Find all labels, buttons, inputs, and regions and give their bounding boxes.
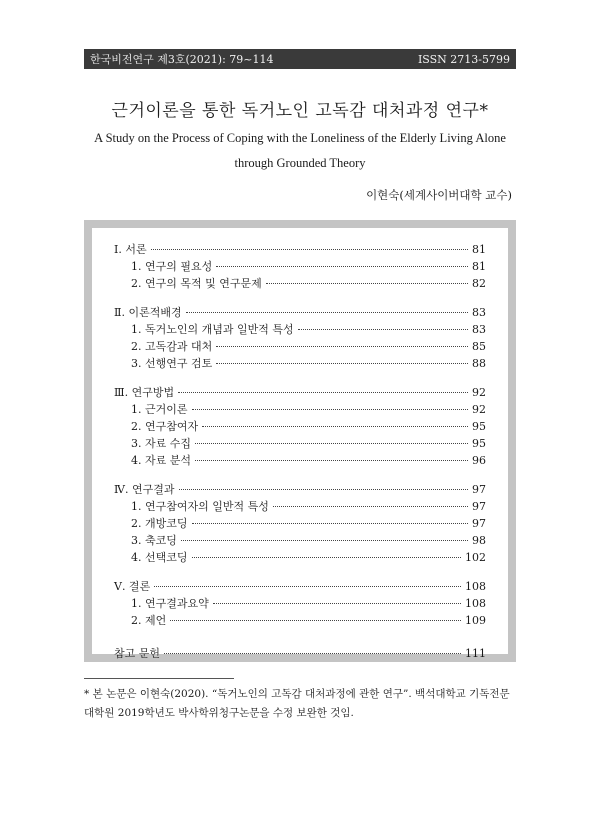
dot-leader — [164, 653, 461, 654]
toc-page-number: 83 — [472, 306, 486, 319]
toc-chapter-row — [114, 481, 486, 498]
toc-subsection-row — [114, 435, 486, 452]
footnote: * 본 논문은 이현숙(2020). “독거노인의 고독감 대처과정에 관한 연구”. 백석대학교 기독전문대학원 2019학년도 박사학위청구논문을 수정 보완한 것임. — [84, 688, 510, 719]
dot-leader — [273, 506, 468, 507]
toc-entry-label: 2. 연구의 목적 및 연구문제 — [131, 277, 262, 290]
toc-entry-label: 2. 개방코딩 — [131, 517, 188, 530]
dot-leader — [181, 540, 468, 541]
toc-entry-label: Ⅲ. 연구방법 — [114, 386, 175, 399]
toc-entry-label: 3. 선행연구 검토 — [131, 357, 213, 370]
toc-subsection-row — [114, 355, 486, 372]
dot-leader — [170, 620, 461, 621]
toc-page-number: 95 — [472, 437, 486, 450]
toc-page-number: 92 — [472, 386, 486, 399]
toc-subsection-row — [114, 612, 486, 629]
toc-section — [114, 241, 486, 292]
journal-header-bar — [84, 49, 516, 69]
dot-leader — [266, 283, 468, 284]
toc-page-number: 85 — [472, 340, 486, 353]
toc-entry-label: 3. 축코딩 — [131, 534, 177, 547]
toc-section — [114, 384, 486, 469]
dot-leader — [213, 603, 461, 604]
toc-subsection-row — [114, 258, 486, 275]
toc-page-number: 81 — [472, 243, 486, 256]
toc-page-number: 97 — [472, 500, 486, 513]
toc-entry-label: Ⅱ. 이론적배경 — [114, 306, 182, 319]
toc-page-number: 81 — [472, 260, 486, 273]
dot-leader — [178, 392, 468, 393]
journal-citation: 한국비전연구 제3호(2021): 79~114 — [90, 53, 274, 66]
toc-page-number: 83 — [472, 323, 486, 336]
toc-subsection-row — [114, 275, 486, 292]
toc-subsection-row — [114, 532, 486, 549]
toc-page-number: 102 — [465, 551, 486, 564]
toc-section — [114, 578, 486, 629]
toc-page-number: 95 — [472, 420, 486, 433]
toc-entry-label: Ⅰ. 서론 — [114, 243, 147, 256]
toc-chapter-row — [114, 304, 486, 321]
toc-entry-label: 4. 선택코딩 — [131, 551, 188, 564]
issn-label: ISSN 2713-5799 — [417, 52, 510, 66]
table-of-contents — [92, 228, 508, 660]
toc-subsection-row — [114, 515, 486, 532]
dot-leader — [192, 523, 469, 524]
table-of-contents-frame — [84, 220, 516, 662]
toc-entry-label: 1. 연구결과요약 — [131, 597, 209, 610]
toc-page-number: 96 — [472, 454, 486, 467]
dot-leader — [195, 460, 468, 461]
toc-page-number: 98 — [472, 534, 486, 547]
dot-leader — [192, 409, 469, 410]
toc-page-number: 108 — [465, 597, 486, 610]
dot-leader — [216, 363, 468, 364]
toc-page-number: 97 — [472, 517, 486, 530]
toc-subsection-row — [114, 452, 486, 469]
author-line: 이현숙(세계사이버대학 교수) — [366, 188, 512, 202]
toc-page-number: 108 — [465, 580, 486, 593]
toc-entry-label: 3. 자료 수집 — [131, 437, 191, 450]
toc-section — [114, 481, 486, 566]
toc-section — [114, 304, 486, 372]
toc-page-number: 109 — [465, 614, 486, 627]
dot-leader — [202, 426, 468, 427]
english-title: A Study on the Process of Coping with the Loneliness of the Elderly Living Alone through Grounded Theory — [94, 131, 506, 170]
toc-page-number: 97 — [472, 483, 486, 496]
dot-leader — [151, 249, 468, 250]
toc-entry-label: Ⅴ. 결론 — [114, 580, 151, 593]
dot-leader — [298, 329, 468, 330]
korean-title: 근거이론을 통한 독거노인 고독감 대처과정 연구* — [111, 101, 489, 121]
dot-leader — [195, 443, 468, 444]
toc-subsection-row — [114, 549, 486, 566]
toc-subsection-row — [114, 401, 486, 418]
dot-leader — [216, 266, 468, 267]
toc-page-number: 88 — [472, 357, 486, 370]
toc-subsection-row — [114, 338, 486, 355]
toc-entry-label: 1. 연구참여자의 일반적 특성 — [131, 500, 269, 513]
toc-entry-label: 2. 연구참여자 — [131, 420, 199, 433]
toc-entry-label: 1. 독거노인의 개념과 일반적 특성 — [131, 323, 294, 336]
dot-leader — [154, 586, 461, 587]
toc-chapter-row — [114, 384, 486, 401]
dot-leader — [216, 346, 468, 347]
toc-references-row — [114, 645, 486, 662]
toc-subsection-row — [114, 418, 486, 435]
toc-entry-label: Ⅳ. 연구결과 — [114, 483, 175, 496]
toc-page-number: 111 — [465, 647, 486, 660]
toc-chapter-row — [114, 578, 486, 595]
toc-entry-label: 1. 연구의 필요성 — [131, 260, 213, 273]
toc-entry-label: 2. 고독감과 대처 — [131, 340, 213, 353]
toc-chapter-row — [114, 241, 486, 258]
footnote-divider — [84, 678, 234, 679]
toc-page-number: 92 — [472, 403, 486, 416]
toc-subsection-row — [114, 498, 486, 515]
toc-entry-label: 참고 문헌 — [114, 647, 161, 660]
toc-page-number: 82 — [472, 277, 486, 290]
toc-entry-label: 2. 제언 — [131, 614, 167, 627]
toc-subsection-row — [114, 595, 486, 612]
dot-leader — [179, 489, 469, 490]
toc-entry-label: 4. 자료 분석 — [131, 454, 191, 467]
dot-leader — [186, 312, 468, 313]
toc-subsection-row — [114, 321, 486, 338]
toc-entry-label: 1. 근거이론 — [131, 403, 188, 416]
dot-leader — [192, 557, 462, 558]
toc-references — [114, 645, 486, 662]
